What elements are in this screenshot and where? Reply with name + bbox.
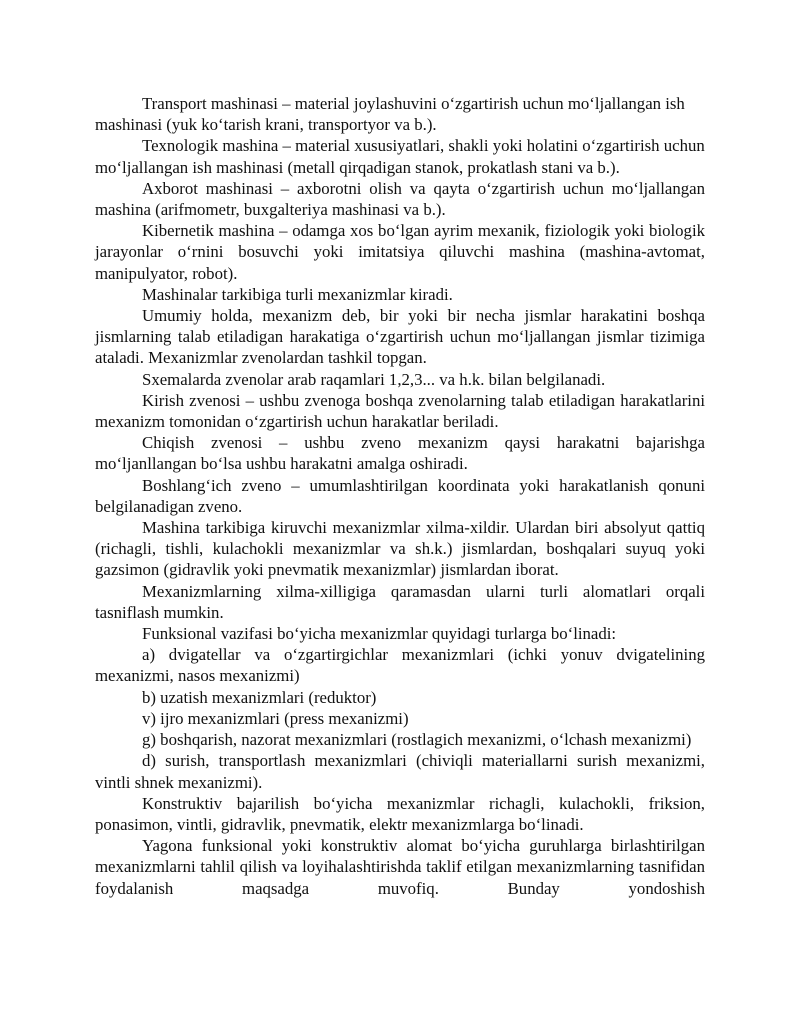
- list-item-a: a) dvigatellar va o‘zgartirgichlar mexanizmlari (ichki yonuv dvigatelining mexanizmi, nasos mexanizmi): [95, 645, 705, 686]
- paragraph-output-link: Chiqish zvenosi – ushbu zveno mexanizm qaysi harakatni bajarishga mo‘ljanllangan bo‘lsa ushbu harakatni amalga oshiradi.: [95, 433, 705, 474]
- paragraph-technological-machine: Texnologik mashina – material xususiyatlari, shakli yoki holatini o‘zgartirish uchun mo‘ljallangan ish mashinasi (metall qirqadigan stanok, prokatlash stani va b.).: [95, 136, 705, 177]
- paragraph-functional-types: Funksional vazifasi bo‘yicha mexanizmlar quyidagi turlarga bo‘linadi:: [142, 624, 617, 644]
- list-item-v: v) ijro mexanizmlari (press mexanizmi): [142, 708, 409, 728]
- paragraph-input-link: Kirish zvenosi – ushbu zvenoga boshqa zvenolarning talab etiladigan harakatlarini mexanizm tomonidan o‘zgartirish uchun harakatlar beriladi.: [95, 390, 705, 432]
- list-item-d: d) surish, transportlash mexanizmlari (chiviqli materiallarni surish mexanizmi, vintli shnek mexanizmi).: [95, 751, 705, 792]
- list-item-b: b) uzatish mexanizmlari (reduktor): [142, 687, 377, 707]
- paragraph-mechanism-variety: Mashina tarkibiga kiruvchi mexanizmlar xilma-xildir. Ulardan biri absolyut qattiq (richagli, tishli, kulachokli mexanizmlar va sh.k.) jismlardan, boshqalari suyuq yoki gazsimon (gidravlik yoki pnevmatik mexanizmlar) jismlardan iborat.: [95, 518, 705, 580]
- document-page: [95, 93, 705, 899]
- paragraph-initial-link: Boshlang‘ich zveno – umumlashtirilgan koordinata yoki harakatlanish qonuni belgilanadigan zveno.: [95, 475, 705, 516]
- paragraph-constructive-types: Konstruktiv bajarilish bo‘yicha mexanizmlar richagli, kulachokli, friksion, ponasimon, vintli, gidravlik, pnevmatik, elektr mexanizmlarga bo‘linadi.: [95, 793, 705, 834]
- paragraph-machine-composition: Mashinalar tarkibiga turli mexanizmlar kiradi.: [142, 284, 453, 304]
- paragraph-unified-classification: Yagona funksional yoki konstruktiv alomat bo‘yicha guruhlarga birlashtirilgan mexanizmlarni tahlil qilish va loyihalashtirishda taklif etilgan mexanizmlarning tasnifidan foydalanish maqsadga muvofiq. Bunday yondoshish: [95, 836, 705, 898]
- list-item-g: g) boshqarish, nazorat mexanizmlari (rostlagich mexanizmi, o‘lchash mexanizmi): [142, 730, 692, 750]
- paragraph-classification: Mexanizmlarning xilma-xilligiga qaramasdan ularni turli alomatlari orqali tasniflash mumkin.: [95, 581, 705, 622]
- paragraph-link-numbering: Sxemalarda zvenolar arab raqamlari 1,2,3... va h.k. bilan belgilanadi.: [142, 369, 606, 389]
- paragraph-transport-machine: Transport mashinasi – material joylashuvini o‘zgartirish uchun mo‘ljallangan ish mashinasi (yuk ko‘tarish krani, transportyor va b.).: [95, 94, 685, 135]
- paragraph-mechanism-definition: Umumiy holda, mexanizm deb, bir yoki bir necha jismlar harakatini boshqa jismlarning talab etiladigan harakatiga o‘zgartirish uchun mo‘ljallangan jismlar tizimiga ataladi. Mexanizmlar zvenolardan tashkil topgan.: [95, 306, 705, 368]
- paragraph-cybernetic-machine: Kibernetik mashina – odamga xos bo‘lgan ayrim mexanik, fiziologik yoki biologik jarayonlar o‘rnini bosuvchi yoki imitatsiya qiluvchi mashina (mashina-avtomat, manipulyator, robot).: [95, 221, 705, 283]
- paragraph-information-machine: Axborot mashinasi – axborotni olish va qayta o‘zgartirish uchun mo‘ljallangan mashina (arifmometr, buxgalteriya mashinasi va b.).: [95, 178, 705, 220]
